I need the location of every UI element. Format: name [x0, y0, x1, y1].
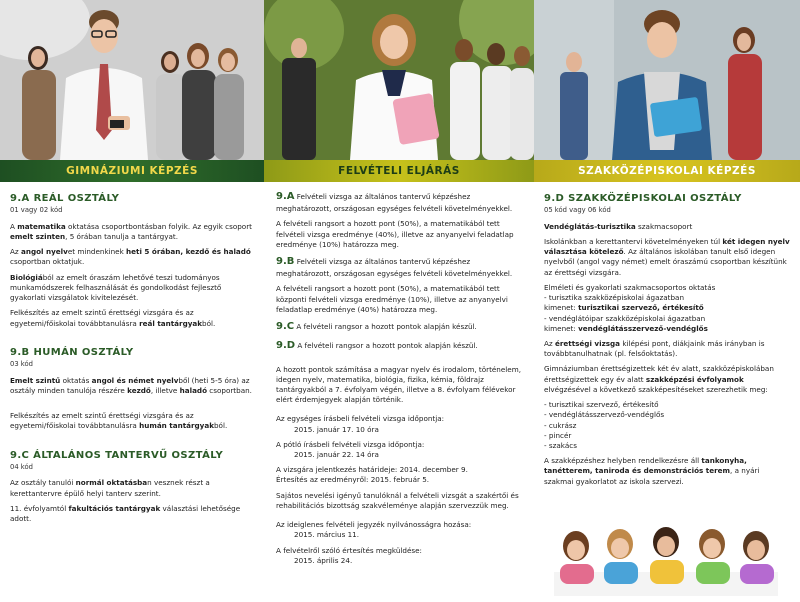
boy-illustration [534, 0, 800, 160]
girl-figure [696, 529, 730, 584]
date-ertesites: A felvételről szóló értesítés megküldése: 2015. április 24. [276, 545, 422, 565]
para-idegen-nyelv: Iskolánkban a kerettantervi követelményeken túl két idegen nyelv választása kötelező. Az általános iskolában tanult első idegen nyelvből (angol vagy német) emelt óraszámú csoportban készítünk az érettségi vizsgára. [544, 237, 790, 277]
students-illustration [0, 0, 264, 160]
para-emelt-nyelv: Emelt szintű oktatás angol és német nyelvből (heti 5-5 óra) az osztály minden tanulója részére kezdő, illetve haladó csoportban. [10, 375, 252, 395]
code-9b: 03 kód [10, 359, 33, 368]
heading-9a-real: 9.A REÁL OSZTÁLY [10, 193, 120, 204]
para-9b-rangsor: A felvételi rangsort a hozott pont (50%), a matematikából tett központi felvételi vizsga eredménye (10%), illetve az anyanyelvi feladatlap eredménye (40%) határozza meg. [276, 284, 508, 314]
list-item: - szakács [544, 440, 577, 450]
girl-illustration [264, 0, 534, 160]
photo-boy-with-notebook [534, 0, 800, 160]
banner-szakkozepiskolai-kepzes: SZAKKÖZÉPISKOLAI KÉPZÉS [534, 160, 800, 182]
para-9c-rangsor: 9.C A felvételi rangsor a hozott pontok alapján készül. [276, 321, 477, 333]
label-9c: 9.C [276, 321, 295, 333]
list-szakkepesitesek [544, 400, 790, 451]
column-felveteli [264, 0, 534, 602]
para-angol: Az angol nyelvet mindenkinek heti 5 órában, kezdő és haladó csoportban oktatjuk. [10, 247, 251, 267]
photo-girls-lying [554, 512, 778, 596]
para-szakmacsoport: Vendéglátás-turisztika szakmacsoport [544, 221, 693, 231]
date-potlo: A pótló írásbeli felvételi vizsga időpontja: 2015. január 22. 14 óra [276, 439, 425, 460]
para-erettsegi: Az érettségi vizsga kilépési pont, diákjaink más irányban is továbbtanulhatnak (pl. felsőoktatás). [544, 339, 765, 359]
date-irasbeli: Az egységes írásbeli felvételi vizsga időpontja: 2015. január 17. 10 óra [276, 414, 445, 434]
col2-text [264, 182, 534, 566]
photo-students-group [0, 0, 264, 160]
date-jelentkezes: A vizsgára jelentkezés határideje: 2014. december 9. Értesítés az eredményről: 2015. február 5. [276, 465, 468, 485]
para-szakmacsoportos-oktatas: Elméleti és gyakorlati szakmacsoportos oktatás - turisztika szakközépiskolai ágazatban kimenet: turisztikai szervező, értékesítő - vendéglátóipar szakközépiskolai ágazatban kimenet: vendéglátásszervező-vendéglős [544, 282, 716, 333]
code-9a: 01 vagy 02 kód [10, 206, 63, 215]
list-item: - vendéglátásszervező-vendéglős [544, 410, 665, 420]
para-matematika: A matematika oktatása csoportbontásban folyik. Az egyik csoport emelt szinten, 5 órában tanulja a tantárgyat. [10, 221, 252, 242]
list-item: - pincér [544, 430, 572, 440]
para-tankonyha: A szakképzéshez helyben rendelkezésre áll tankonyha, tanétterem, taniroda és demonstrációs terem, a nyári szakmai gyakorlatot az iskola szervezi. [544, 456, 760, 486]
list-item: - turisztikai szervező, értékesítő [544, 400, 659, 410]
heading-9b-human: 9.B HUMÁN OSZTÁLY [10, 346, 134, 358]
banner-gimnaziumi-kepzes: GIMNÁZIUMI KÉPZÉS [0, 160, 264, 182]
girl-figure [650, 527, 684, 584]
label-9d: 9.D [276, 340, 296, 352]
para-szakkepzesi-evfolyamok: Gimnáziumban érettségizettek két év alatt, szakközépiskolában érettségizettek egy év alatt szakképzési évfolyamok elvégzésével a következő szakképesítéseket szerezhetik meg: [544, 364, 774, 394]
column-gimnazium [0, 0, 264, 602]
code-9c: 04 kód [10, 462, 33, 471]
list-item: - cukrász [544, 420, 577, 430]
para-biologia: Biológiából az emelt óraszám lehetővé teszi tudományos munkamódszerek felhasználását és gondolkodást fejlesztő gyakorlati vizsgálatok kivitelezését. [10, 272, 222, 303]
banner-felveteli-eljaras: FELVÉTELI ELJÁRÁS [264, 160, 534, 182]
photo-girl-with-tablet [264, 0, 534, 160]
heading-9c-altalanos: 9.C ÁLTALÁNOS TANTERVŰ OSZTÁLY [10, 449, 224, 461]
para-9b-vizsga: 9.B Felvételi vizsga az általános tantervű képzéshez meghatározott, országosan egységes felvételi követelményekkel. [276, 256, 513, 279]
para-fakultacio: 11. évfolyamtól fakultációs tantárgyak választási lehetősége adott. [10, 503, 241, 523]
para-felkeszites-human: Felkészítés az emelt szintű érettségi vizsgára és az egyetemi/főiskolai továbbtanulásra humán tantárgyakból. [10, 411, 228, 431]
para-felkeszites-real: Felkészítés az emelt szintű érettségi vizsgára és az egyetemi/főiskolai továbbtanulásra reál tantárgyakból. [10, 308, 216, 328]
girl-figure [740, 531, 774, 584]
label-9b: 9.B [276, 256, 295, 268]
para-9a-vizsga: 9.A Felvételi vizsga az általános tantervű képzéshez meghatározott, országosan egységes felvételi követelményekkel. [276, 191, 513, 214]
col3-text [534, 182, 800, 487]
code-9d: 05 kód vagy 06 kód [544, 206, 611, 215]
para-sajatos-nevelesi: Sajátos nevelési igényű tanulóknál a felvételi vizsgát a szakértői és rehabilitációs bizottság szakvéleménye alapján szervezzük meg. [276, 490, 519, 510]
para-normal-oktatas: Az osztály tanulói normál oktatásban vesznek részt a kerettantervre épülő helyi tanterv szerint. [10, 478, 210, 498]
girl-figure [560, 531, 594, 584]
para-hozott-pontok: A hozott pontok számítása a magyar nyelv és irodalom, történelem, idegen nyelv, matematika, biológia, fizika, kémia, földrajz tantárgyakból a 7. évfolyam végén, illetve a 8. évfolyam félévekor elért érdemjegyek alapján történik. [276, 364, 521, 405]
date-ideiglenes-jegyzek: Az ideiglenes felvételi jegyzék nyilvánosságra hozása: 2015. március 11. [276, 520, 472, 540]
heading-9d-szakkozep: 9.D SZAKKÖZÉPISKOLAI OSZTÁLY [544, 193, 742, 204]
label-9a: 9.A [276, 191, 295, 202]
col1-text [0, 182, 264, 524]
para-9d-rangsor: 9.D A felvételi rangsor a hozott pontok alapján készül. [276, 340, 478, 352]
girl-figure [604, 529, 638, 584]
para-9a-rangsor: A felvételi rangsort a hozott pont (50%), a matematikából tett felvételi vizsga eredménye (40%), illetve az anyanyelvi feladatlap eredménye (10%) határozza meg. [276, 219, 514, 249]
column-szakkozepiskola [534, 0, 800, 602]
